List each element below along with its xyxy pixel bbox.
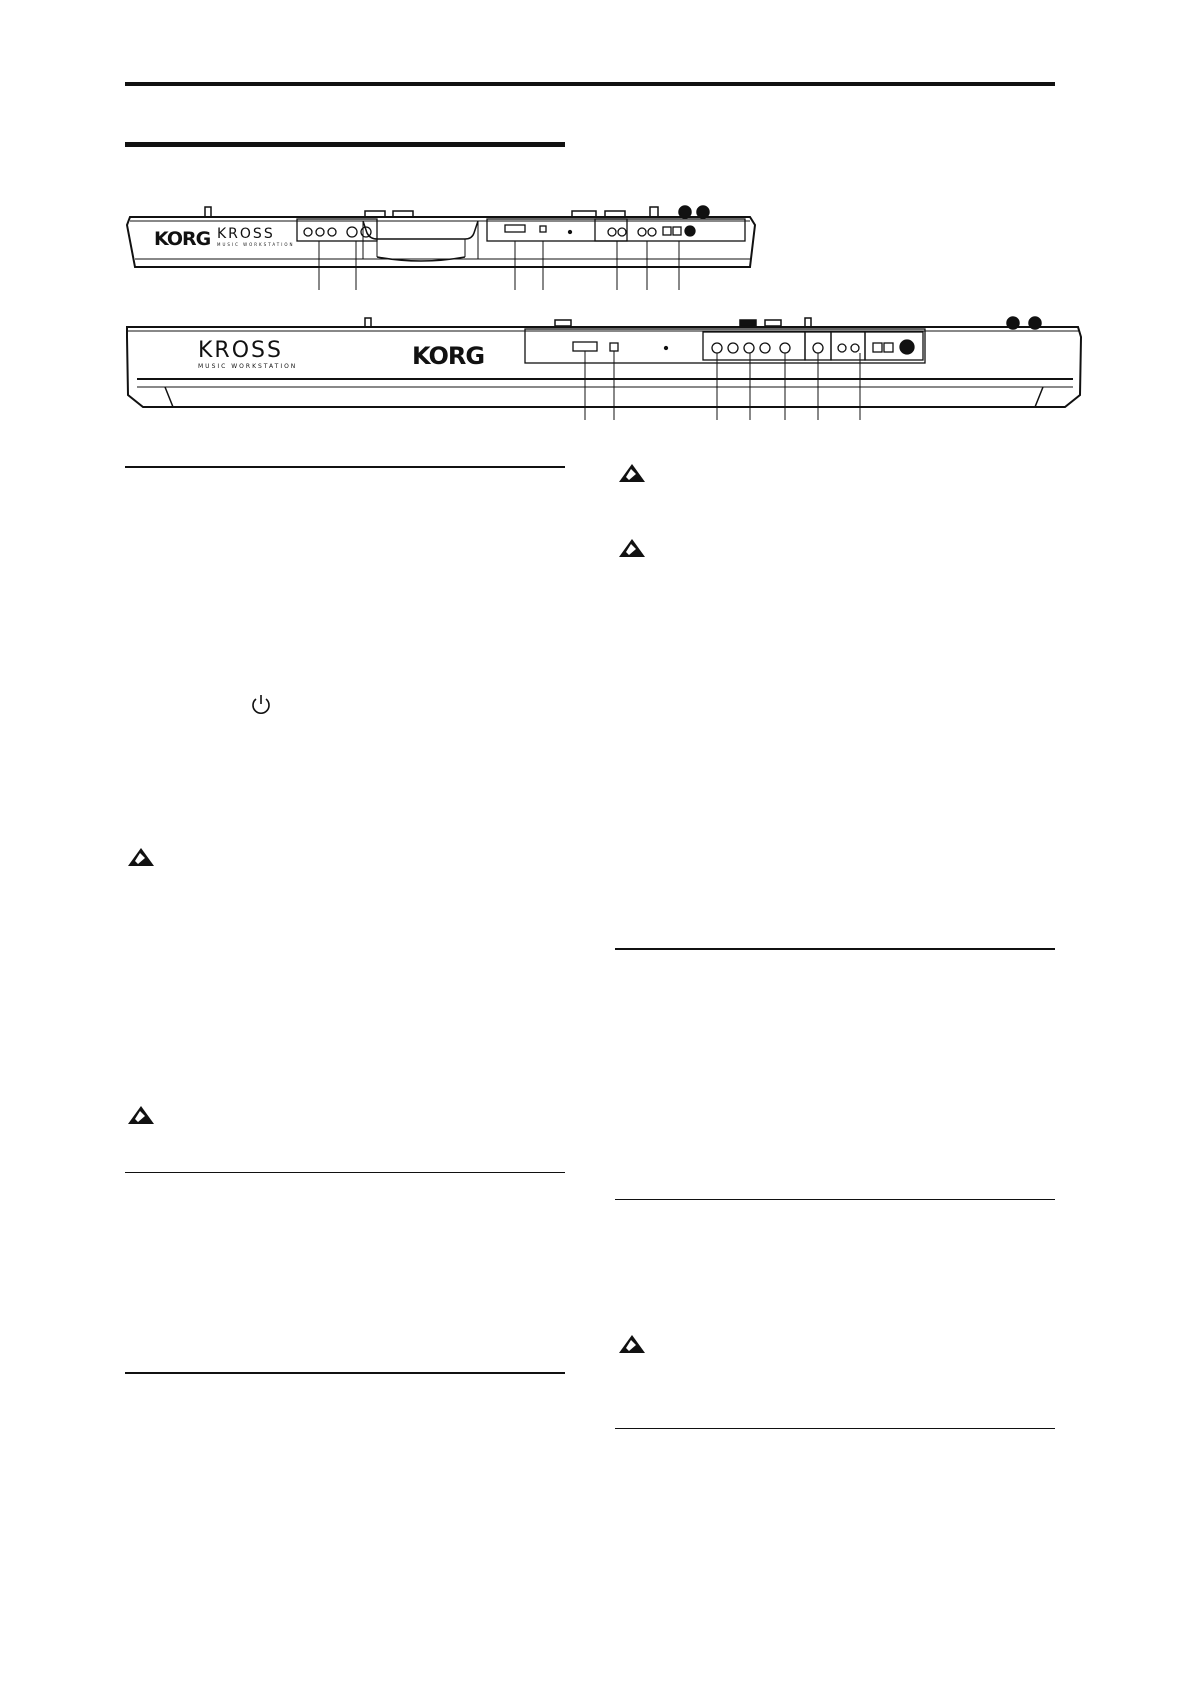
kross-subtitle-small: MUSIC WORKSTATION bbox=[217, 242, 295, 247]
rear-panel-illustration-88 bbox=[125, 315, 1085, 425]
left-rule-3 bbox=[125, 1372, 565, 1374]
korg-logo-small: KORG bbox=[154, 228, 211, 250]
right-rule-2 bbox=[615, 1199, 1055, 1200]
kross-subtitle-large: MUSIC WORKSTATION bbox=[198, 363, 298, 370]
jack-panel-middle bbox=[487, 219, 627, 241]
korg-logo-large: KORG bbox=[412, 342, 485, 370]
caution-icon bbox=[126, 844, 156, 868]
caution-icon bbox=[617, 535, 647, 559]
jack-panel-right bbox=[595, 219, 745, 241]
header-rule bbox=[125, 82, 1055, 86]
left-rule-2 bbox=[125, 1172, 565, 1173]
section-title-rule bbox=[125, 142, 565, 147]
right-rule-3 bbox=[615, 1428, 1055, 1429]
power-icon bbox=[251, 693, 271, 715]
kross-logo-large: KROSS bbox=[198, 338, 283, 363]
left-rule-1 bbox=[125, 466, 565, 468]
caution-icon bbox=[126, 1102, 156, 1126]
handle-recess bbox=[363, 221, 478, 239]
caution-icon bbox=[617, 460, 647, 484]
callout-lines bbox=[319, 241, 679, 290]
right-rule-1 bbox=[615, 948, 1055, 950]
callout-lines-large bbox=[585, 351, 860, 420]
caution-icon bbox=[617, 1331, 647, 1355]
jack-panel-left bbox=[297, 219, 377, 241]
kross-logo-small: KROSS bbox=[217, 226, 275, 242]
